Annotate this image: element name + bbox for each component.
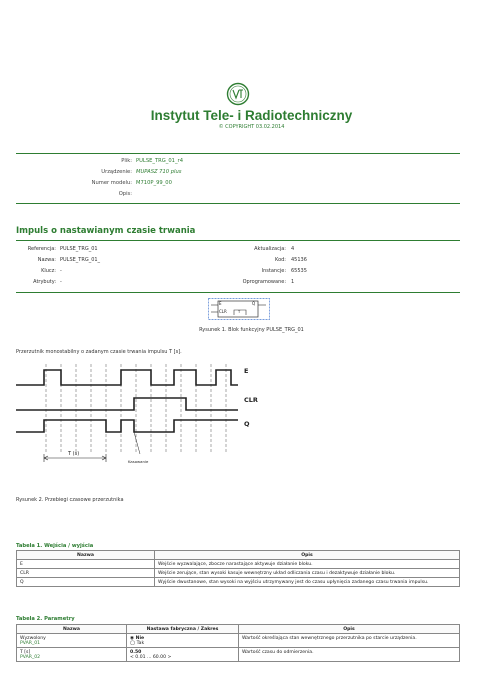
signal-label-clr: CLR xyxy=(244,396,258,404)
param-option[interactable]: ◯ Tak xyxy=(130,640,145,646)
copyright-text: © COPYRIGHT 03.02.2014 xyxy=(218,124,285,130)
table-row xyxy=(17,634,460,648)
info-label: Atrybuty: xyxy=(33,279,56,285)
io-desc: Wejście zerujące, stan wysoki kasuje wewnętrzny układ odliczania czasu i dezaktywuje działanie bloku. xyxy=(155,569,460,578)
param-code: PVAR_01 xyxy=(20,640,41,646)
signal-label-q: Q xyxy=(244,420,250,428)
table2-header-desc: Opis xyxy=(239,625,460,634)
io-table xyxy=(16,550,460,587)
block-output-q: Q xyxy=(252,301,256,306)
meta-label: Plik: xyxy=(121,158,132,164)
io-name: Q xyxy=(17,578,155,587)
info-label: Instancje: xyxy=(261,268,286,274)
info-label: Oprogramowane: xyxy=(242,279,286,285)
param-name: T [s] xyxy=(20,649,31,655)
info-value: 4 xyxy=(291,246,295,252)
figure1-caption: Rysunek 1. Blok funkcyjny PULSE_TRG_01 xyxy=(199,327,304,333)
table-row xyxy=(17,569,460,578)
io-desc: Wyjście dwustanowe, stan wysoki na wyjściu utrzymywany jest do czasu upłynięcia zadanego czasu trwania impulsu. xyxy=(155,578,460,587)
block-input-clr: CLR xyxy=(219,309,227,314)
param-desc: Wartość określająca stan wewnętrznego przerzutnika po starcie urządzenia. xyxy=(239,634,460,648)
block-param-t: T xyxy=(238,310,241,314)
info-value: 45136 xyxy=(291,257,307,263)
section-title: Impuls o nastawianym czasie trwania xyxy=(16,226,196,236)
table2-title: Tabela 2. Parametry xyxy=(16,616,75,622)
table-row xyxy=(17,560,460,569)
info-label: Klucz: xyxy=(41,268,56,274)
info-value: PULSE_TRG_01_ xyxy=(60,257,101,263)
timing-cancel-label: Kasowanie xyxy=(128,459,149,464)
param-value[interactable]: 0.50 xyxy=(130,649,142,655)
info-label: Nazwa: xyxy=(37,257,56,263)
institute-logo-icon xyxy=(226,82,250,106)
io-desc: Wejście wyzwalające, zbocze narastające aktywuje działanie bloku. xyxy=(155,560,460,569)
params-table xyxy=(16,624,460,662)
institute-title: Instytut Tele- i Radiotechniczny xyxy=(150,108,353,123)
description-text: Przerzutnik monostabilny o zadanym czasie trwania impulsu T [s]. xyxy=(16,349,182,355)
figure2-caption: Rysunek 2. Przebiegi czasowe przerzutnika xyxy=(16,497,124,503)
function-block-diagram xyxy=(208,298,270,320)
table-row xyxy=(17,578,460,587)
table2-header-setting: Nastawa fabryczna / Zakres xyxy=(127,625,239,634)
meta-value: PULSE_TRG_01_r4 xyxy=(136,158,183,164)
meta-label: Urządzenie: xyxy=(101,169,132,175)
timing-t-label: T (s) xyxy=(68,451,80,457)
param-name: Wyzwolony xyxy=(20,635,46,641)
info-label: Kod: xyxy=(275,257,286,263)
table2-header-name: Nazwa xyxy=(17,625,127,634)
table1-header-desc: Opis xyxy=(155,551,460,560)
section-divider xyxy=(16,240,460,241)
table1-title: Tabela 1. Wejścia / wyjścia xyxy=(16,543,94,549)
io-name: CLR xyxy=(17,569,155,578)
info-label: Aktualizacja: xyxy=(254,246,286,252)
io-name: E xyxy=(17,560,155,569)
signal-label-e: E xyxy=(244,367,249,375)
timing-diagram xyxy=(16,360,276,472)
table1-header-name: Nazwa xyxy=(17,551,155,560)
meta-divider xyxy=(16,203,460,204)
meta-label: Numer modelu: xyxy=(91,180,132,186)
param-code: PVAR_02 xyxy=(20,654,41,660)
info-divider xyxy=(16,292,460,293)
info-value: - xyxy=(60,268,62,274)
table-row xyxy=(17,648,460,662)
header-divider xyxy=(16,153,460,154)
block-input-e: E xyxy=(219,301,222,306)
info-value: PULSE_TRG_01 xyxy=(60,246,98,252)
meta-value: MUPASZ 710 plus xyxy=(136,169,182,175)
param-range: < 0.01 ... 60.00 > xyxy=(130,654,172,660)
info-value: 65535 xyxy=(291,268,307,274)
meta-label: Opis: xyxy=(118,191,132,197)
param-desc: Wartość czasu do odmierzenia. xyxy=(239,648,460,662)
info-value: - xyxy=(60,279,62,285)
info-label: Referencja: xyxy=(27,246,56,252)
param-option-selected[interactable]: ◉ Nie xyxy=(130,635,145,641)
info-value: 1 xyxy=(291,279,295,285)
meta-value: M710P_99_00 xyxy=(136,180,172,186)
